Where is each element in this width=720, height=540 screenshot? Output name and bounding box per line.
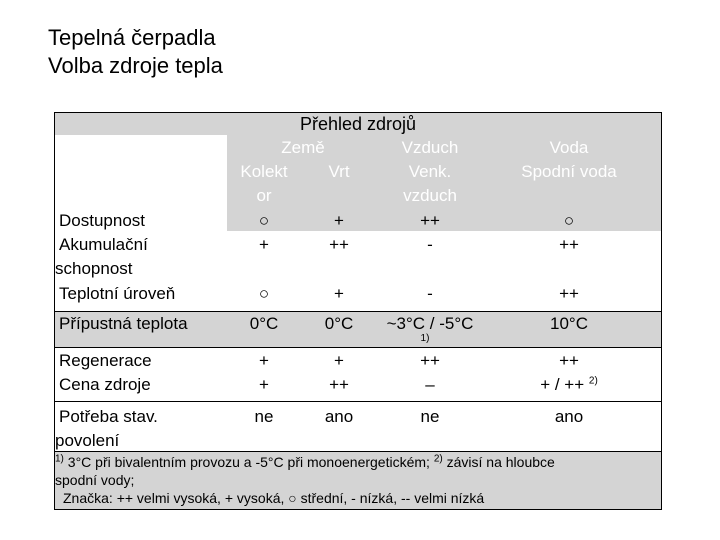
cell-value: + (334, 284, 344, 303)
group-header-vzduch: Vzduch (401, 138, 459, 157)
subheader-kolektor-line2: or (256, 186, 272, 205)
legend-text: Značka: ++ velmi vysoká, + vysoká, ○ střední, - nízká, -- velmi nízká (63, 490, 485, 506)
row-divider (55, 347, 661, 348)
footnote-text-1: 3°C při bivalentním provozu a -5°C při monoenergetickém; (67, 454, 430, 470)
cell-value: ++ (559, 284, 579, 303)
footnote-mark-2: 2) (433, 453, 443, 465)
footnote-ref-1: 1) (420, 333, 430, 344)
cell-value: ++ (420, 351, 440, 370)
cell-value: ○ (258, 211, 270, 230)
row-label-pripustna-teplota: Přípustná teplota (59, 314, 188, 333)
row-label-cena-zdroje: Cena zdroje (59, 375, 151, 394)
subheader-vzduch-line2: vzduch (403, 186, 457, 205)
cell-value: ++ (559, 351, 579, 370)
row-divider (55, 451, 661, 452)
footnote-mark-1: 1) (55, 453, 64, 465)
footnote-text-2: závisí na hloubce (446, 454, 555, 470)
cell-value: 0°C (324, 314, 354, 333)
footnote-ref-2: 2) (588, 375, 598, 387)
row-label-regenerace: Regenerace (59, 351, 152, 370)
footnote-text-3: spodní vody; (55, 472, 135, 488)
cell-value: ○ (563, 211, 575, 230)
cell-value: - (427, 284, 433, 303)
cell-value: + (334, 211, 344, 230)
cell-value: + (259, 351, 269, 370)
row-label-potreba-line2: povolení (55, 431, 120, 450)
cell-value: ++ (420, 211, 440, 230)
cell-value: ++ (559, 235, 579, 254)
row-label-teplotni-uroven: Teplotní úroveň (59, 284, 176, 303)
cell-value: + (259, 375, 269, 394)
subheader-vrt: Vrt (328, 162, 350, 181)
sources-table (54, 112, 662, 510)
cell-value: + (334, 351, 344, 370)
cell-value: ano (554, 407, 584, 426)
cell-value: ++ (329, 375, 349, 394)
row-divider (55, 401, 661, 402)
group-header-voda: Voda (549, 138, 589, 157)
row-label-potreba-line1: Potřeba stav. (59, 407, 158, 426)
cell-value: 10°C (550, 314, 588, 333)
cell-value: – (425, 375, 435, 394)
row-label-akumulacni-line1: Akumulační (59, 235, 148, 254)
cell-value: + / ++ (540, 375, 585, 394)
cell-value: ano (324, 407, 354, 426)
slide-title (48, 24, 223, 80)
table-caption: Přehled zdrojů (299, 114, 417, 134)
subheader-kolektor-line1: Kolekt (240, 162, 288, 181)
subheader-voda: Spodní voda (521, 162, 617, 181)
cell-value: 0°C (249, 314, 279, 333)
slide-title-line1: Tepelná čerpadla (48, 25, 216, 50)
footnote-line-1 (55, 453, 555, 471)
cell-value: - (427, 235, 433, 254)
subheader-vzduch-line1: Venk. (408, 162, 452, 181)
group-header-zeme: Země (281, 138, 325, 157)
cell-value: + (259, 235, 269, 254)
cell-value: ++ (329, 235, 349, 254)
row-label-dostupnost: Dostupnost (59, 211, 145, 230)
cell-value: ne (420, 407, 440, 426)
cell-value: ○ (258, 284, 270, 303)
cell-value-with-note (497, 373, 641, 396)
cell-value: ne (254, 407, 274, 426)
cell-value: ~3°C / -5°C (386, 314, 474, 333)
row-label-akumulacni-line2: schopnost (55, 259, 133, 278)
slide-title-line2: Volba zdroje tepla (48, 53, 223, 78)
